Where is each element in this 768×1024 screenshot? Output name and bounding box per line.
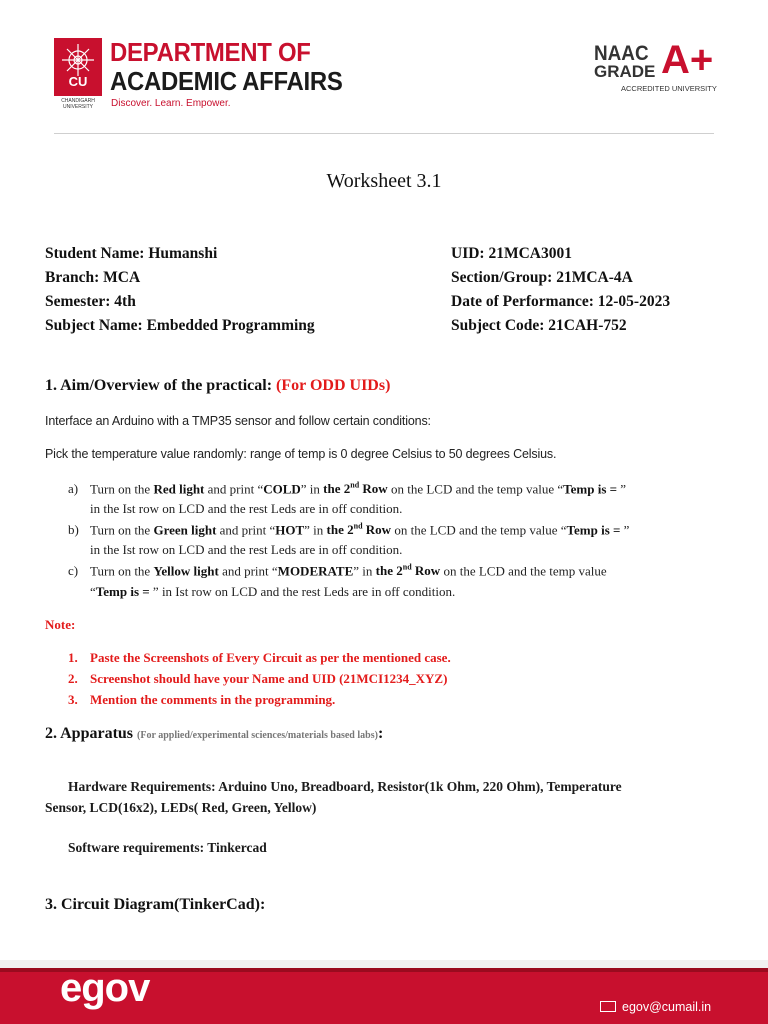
student-name: Student Name: Humanshi bbox=[45, 245, 218, 262]
subject-name: Subject Name: Embedded Programming bbox=[45, 317, 315, 334]
tagline: Discover. Learn. Empower. bbox=[111, 98, 231, 109]
header-divider bbox=[54, 133, 714, 134]
footer-email bbox=[600, 1000, 711, 1014]
condition-c-line-1: Turn on the Yellow light and print “MODERATE” in the 2nd Row on the LCD and the temp value bbox=[90, 563, 607, 579]
condition-a-line-2: in the Ist row on LCD and the rest Leds are in off condition. bbox=[90, 501, 403, 516]
software-requirements: Software requirements: Tinkercad bbox=[68, 840, 267, 855]
aim-paragraph-2: Pick the temperature value randomly: range of temp is 0 degree Celsius to 50 degrees Celsius. bbox=[45, 447, 557, 461]
note-item-3: Mention the comments in the programming. bbox=[90, 692, 336, 707]
aim-paragraph-1: Interface an Arduino with a TMP35 sensor and follow certain conditions: bbox=[45, 414, 431, 428]
hardware-requirements-line-2: Sensor, LCD(16x2), LEDs( Red, Green, Yellow) bbox=[45, 800, 317, 815]
section-2-subtitle: (For applied/experimental sciences/materials based labs) bbox=[137, 730, 378, 741]
note-item-1: Paste the Screenshots of Every Circuit as per the mentioned case. bbox=[90, 650, 451, 665]
branch: Branch: MCA bbox=[45, 269, 141, 286]
letterhead bbox=[0, 0, 768, 134]
note-item-2: Screenshot should have your Name and UID (21MCI1234_XYZ) bbox=[90, 671, 448, 686]
mail-icon bbox=[600, 1001, 616, 1012]
university-logo bbox=[54, 38, 102, 114]
subject-code: Subject Code: 21CAH-752 bbox=[451, 317, 627, 334]
hardware-requirements-line-1: Hardware Requirements: Arduino Uno, Breadboard, Resistor(1k Ohm, 220 Ohm), Temperature bbox=[68, 779, 622, 794]
section-3-heading: 3. Circuit Diagram(TinkerCad): bbox=[45, 896, 266, 913]
department-line-2: ACADEMIC AFFAIRS bbox=[110, 66, 343, 96]
condition-c-line-2: “Temp is = ” in Ist row on LCD and the rest Leds are in off condition. bbox=[90, 584, 456, 599]
section-1-note: (For ODD UIDs) bbox=[276, 377, 391, 394]
naac-badge bbox=[594, 38, 724, 96]
condition-b-line-1: Turn on the Green light and print “HOT” in the 2nd Row on the LCD and the temp value “Temp is = ” bbox=[90, 522, 630, 538]
footer-email-text: egov@cumail.in bbox=[622, 1000, 712, 1014]
section-group: Section/Group: 21MCA-4A bbox=[451, 269, 633, 286]
department-title bbox=[110, 38, 343, 96]
footer-bar bbox=[0, 960, 768, 1024]
date-of-performance: Date of Performance: 12-05-2023 bbox=[451, 293, 671, 310]
logo-abbr: CU bbox=[68, 74, 88, 89]
section-2-heading: 2. Apparatus (For applied/experimental sciences/materials based labs): bbox=[45, 725, 384, 742]
logo-university-name: CHANDIGARH UNIVERSITY bbox=[61, 98, 95, 110]
naac-label: NAAC bbox=[594, 42, 649, 65]
logo-emblem bbox=[54, 38, 102, 96]
section-1-heading bbox=[45, 377, 390, 395]
semester: Semester: 4th bbox=[45, 293, 136, 310]
note-label: Note: bbox=[45, 617, 76, 632]
accredited-label: ACCREDITED UNIVERSITY bbox=[621, 84, 717, 93]
condition-b-line-2: in the Ist row on LCD and the rest Leds are in off condition. bbox=[90, 542, 403, 557]
note-item-1-number: 1. bbox=[68, 650, 78, 665]
egov-logo: egov bbox=[60, 966, 150, 1010]
condition-c-marker: c) bbox=[68, 563, 79, 578]
note-item-3-number: 3. bbox=[68, 692, 78, 707]
condition-a-line-1: Turn on the Red light and print “COLD” in the 2nd Row on the LCD and the temp value “Temp is = ” bbox=[90, 481, 627, 497]
condition-b-marker: b) bbox=[68, 522, 79, 537]
note-item-2-number: 2. bbox=[68, 671, 78, 686]
section-2-title: 2. Apparatus bbox=[45, 725, 134, 742]
grade-value: A+ bbox=[661, 38, 714, 82]
department-line-1: DEPARTMENT OF bbox=[110, 37, 311, 67]
uid: UID: 21MCA3001 bbox=[451, 245, 572, 262]
condition-a-marker: a) bbox=[68, 481, 79, 496]
worksheet-title: Worksheet 3.1 bbox=[326, 170, 442, 192]
grade-label: GRADE bbox=[594, 62, 656, 81]
section-1-title: 1. Aim/Overview of the practical: bbox=[45, 377, 273, 394]
